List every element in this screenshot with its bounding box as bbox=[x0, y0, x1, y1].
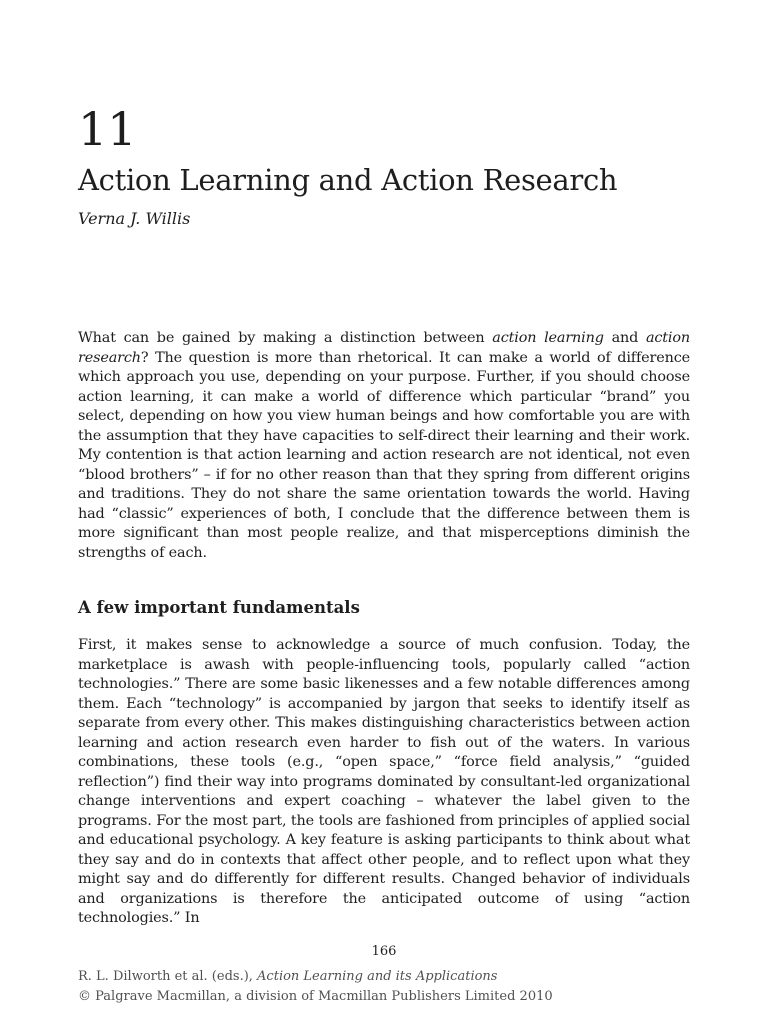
intro-text-part-2: and bbox=[603, 330, 646, 346]
copyright-line: © Palgrave Macmillan, a division of Macmillan Publishers Limited 2010 bbox=[78, 989, 553, 1004]
intro-italic-action-research: action research bbox=[78, 330, 690, 366]
chapter-author: Verna J. Willis bbox=[78, 209, 191, 228]
intro-text-part-3: ? The question is more than rhetorical. It can make a world of difference which approach you use, depending on your purpose. Further, if you should choose action learning, it can make a world of difference which particular “brand” you select, depending on how you view human beings and how comfortable you are with the assumption that they have capacities to self-direct their learning and their work. My contention is that action learning and action research are not identical, not even “blood brothers” – if for no other reason than that they spring from different origins and traditions. They do not share the same orientation towards the world. Having had “classic” experiences of both, I conclude that the difference between them is more significant than most people realize, and that misperceptions diminish the strengths of each. bbox=[78, 349, 690, 561]
intro-paragraph bbox=[78, 329, 690, 563]
chapter-title: Action Learning and Action Research bbox=[78, 163, 618, 197]
citation-book-title: Action Learning and its Applications bbox=[257, 969, 498, 984]
section-heading: A few important fundamentals bbox=[78, 598, 360, 617]
fundamentals-paragraph: First, it makes sense to acknowledge a source of much confusion. Today, the marketplace is awash with people-influencing tools, popularly called “action technologies.” There are some basic likenesses and a few notable differences among them. Each “technology” is accompanied by jargon that seeks to identify itself as separate from every other. This makes distinguishing characteristics between action learning and action research even harder to fish out of the waters. In various combinations, these tools (e.g., “open space,” “force field analysis,” “guided reflection”) find their way into programs dominated by consultant-led organizational change interventions and expert coaching – whatever the label given to the programs. For the most part, the tools are fashioned from principles of applied social and educational psychology. A key feature is asking participants to think about what they say and do in contexts that affect other people, and to reflect upon what they might say and do differently for different results. Changed behavior of individuals and organizations is therefore the anticipated outcome of using “action technologies.” In bbox=[78, 637, 690, 926]
citation-editors: R. L. Dilworth et al. (eds.), bbox=[78, 969, 258, 984]
chapter-number: 11 bbox=[78, 102, 137, 156]
intro-text-part-1: What can be gained by making a distinction between bbox=[78, 330, 493, 346]
intro-italic-action-learning: action learning bbox=[492, 330, 604, 346]
citation-line bbox=[78, 969, 497, 984]
page-number: 166 bbox=[371, 944, 397, 959]
